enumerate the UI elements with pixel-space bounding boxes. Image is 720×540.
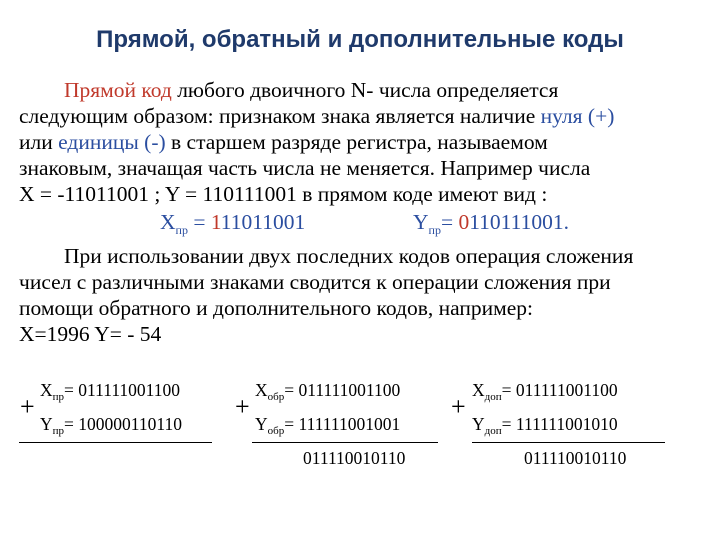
- paragraph1-line2: следующим образом: признаком знака является наличие нуля (+): [19, 104, 615, 128]
- paragraph1-line4: знаковым, значащая часть числа не меняется. Например числа: [19, 156, 591, 180]
- one-minus-term: единицы (-): [58, 130, 166, 154]
- paragraph2-line1: При использовании двух последних кодов операция сложения: [64, 244, 634, 268]
- zero-plus-term: нуля (+): [540, 104, 615, 128]
- plus-sign-direct: +: [20, 392, 35, 421]
- calc-complement-y: $Y_{доп}= 111111001010$: [472, 414, 618, 437]
- calc-direct-y: $Y_{пр}= 100000110110$: [40, 414, 182, 437]
- calc-inverse-y: $Y_{обр}= 111111001001$: [255, 414, 401, 437]
- paragraph2-line2: чисел с различными знаками сводится к операции сложения при: [19, 270, 611, 294]
- calc-inverse-x: $X_{обр}= 011111001100$: [255, 380, 401, 403]
- page-title: Прямой, обратный и дополнительные коды: [96, 26, 624, 53]
- calc-complement-x: $X_{доп}= 011111001100$: [472, 380, 618, 403]
- example-y: $Y_{пр}= 0110111001$.: [413, 210, 569, 237]
- plus-sign-inverse: +: [235, 392, 250, 421]
- direct-code-term: Прямой код: [64, 78, 172, 102]
- calc-direct-rule: [19, 442, 212, 443]
- paragraph1-line1: Прямой код любого двоичного N- числа определяется: [64, 78, 559, 102]
- calc-inverse-result: 011110010110: [303, 448, 406, 468]
- calc-inverse-rule: [252, 442, 438, 443]
- plus-sign-complement: +: [451, 392, 466, 421]
- paragraph2-line4: X=1996 Y= - 54: [19, 322, 162, 346]
- paragraph1-line5: X = -11011001 ; Y = 110111001 в прямом коде имеют вид :: [19, 182, 548, 206]
- paragraph2-line3: помощи обратного и дополнительного кодов, например:: [19, 296, 534, 320]
- calc-complement-rule: [472, 442, 665, 443]
- example-x: $X_{пр} = 111011001$: [160, 210, 306, 237]
- calc-complement-result: 011110010110: [524, 448, 627, 468]
- paragraph1-line3: или единицы (-) в старшем разряде регистра, называемом: [19, 130, 548, 154]
- calc-direct-x: $X_{пр}= 011111001100$: [40, 380, 181, 403]
